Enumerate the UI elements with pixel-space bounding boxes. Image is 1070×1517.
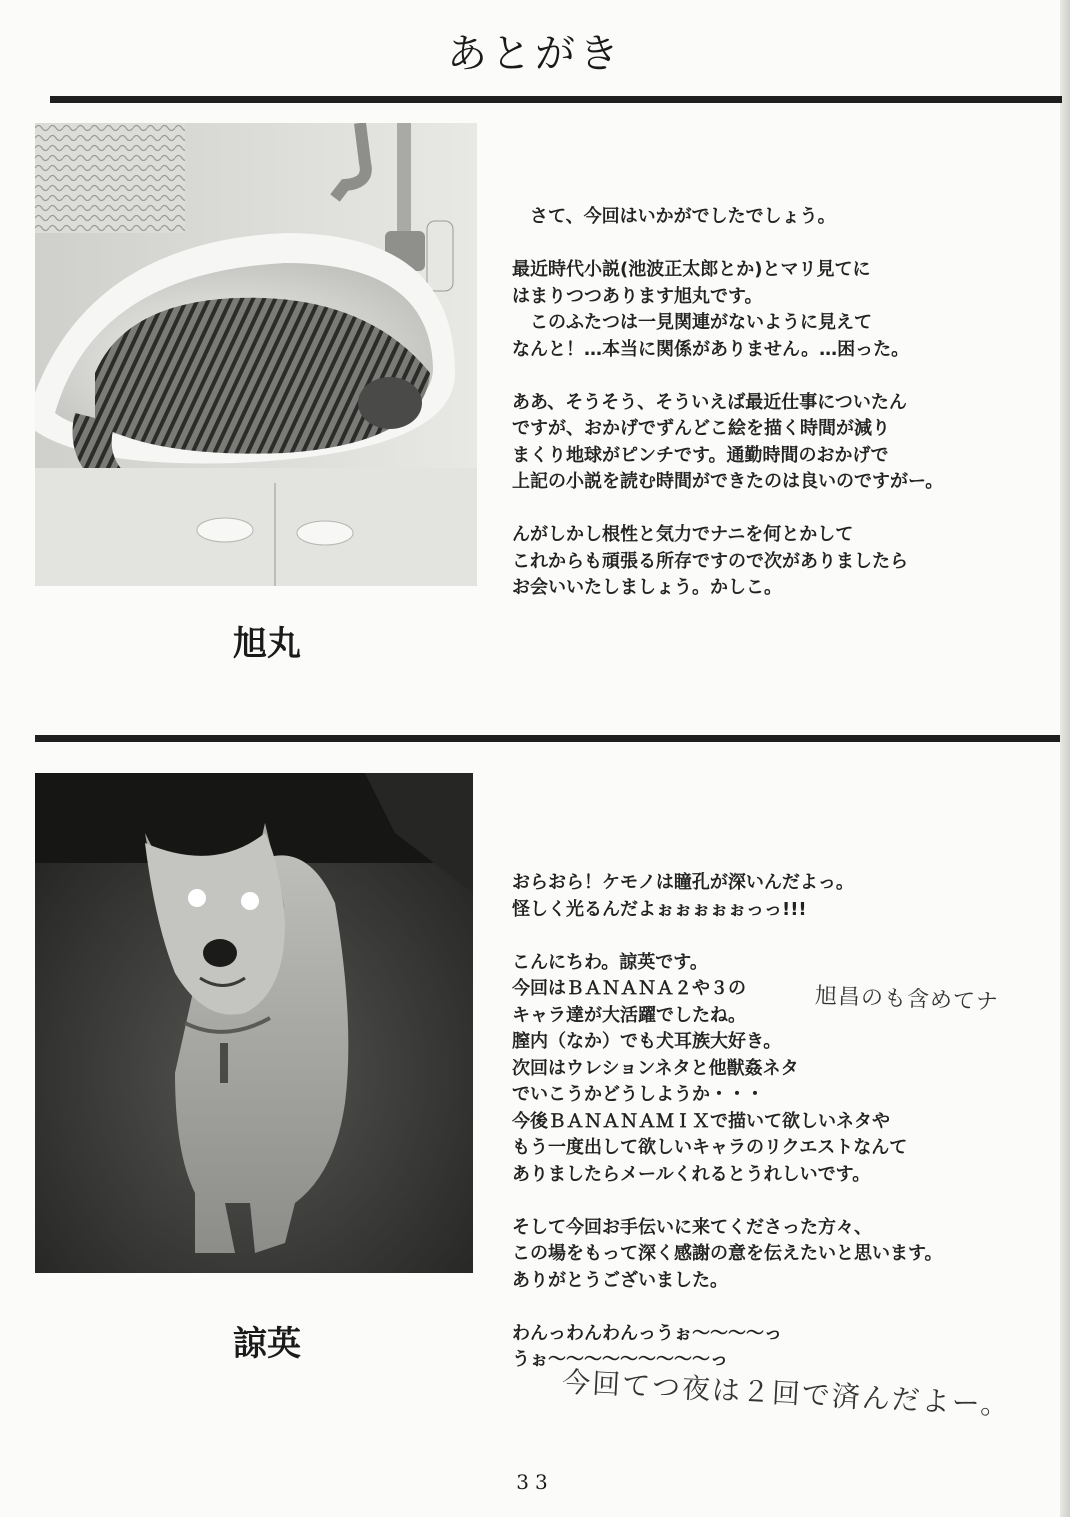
blank-line xyxy=(512,1188,943,1215)
text-line: ああ、そうそう、そういえば最近仕事についたん xyxy=(512,391,907,413)
dog-at-night-icon xyxy=(35,773,473,1273)
text-line: こんにちわ。諒英です。 xyxy=(512,951,708,973)
text-line: 怪しく光るんだよぉぉぉぉぉっっ!!! xyxy=(512,898,807,920)
text-line: わんっわんわんっうぉ～～～～っ xyxy=(512,1322,782,1344)
page-title: あとがき xyxy=(447,31,623,77)
blank-line xyxy=(512,923,943,950)
text-line: さて、今回はいかがでしたでしょう。 xyxy=(512,206,836,227)
text-line: このふたつは一見関連がないように見えて xyxy=(512,312,872,333)
blank-line xyxy=(512,1294,943,1321)
cat-photo xyxy=(35,123,477,586)
page-number: 33 xyxy=(516,1470,554,1494)
text-line: 最近時代小説(池波正太郎とか)とマリ見てに xyxy=(512,259,871,280)
text-line: これからも頑張る所存ですので次がありましたら xyxy=(512,550,908,572)
text-line: 今後ＢＡＮＡＮＡＭＩＸで描いて欲しいネタや xyxy=(512,1110,890,1132)
section-divider xyxy=(35,735,1060,742)
text-line: お会いいたしましょう。かしこ。 xyxy=(512,577,782,598)
text-line: まくり地球がピンチです。通勤時間のおかげで xyxy=(512,444,889,466)
dog-photo xyxy=(35,773,473,1273)
text-line: もう一度出して欲しいキャラのリクエストなんて xyxy=(512,1137,908,1158)
handwritten-note-2: 今回てつ夜は２回で済んだよー。 xyxy=(561,1365,1012,1422)
handwritten-note-1: 旭昌のも含めてナ xyxy=(814,983,1000,1016)
text-line: 今回はＢＡＮＡＮＡ２や３の xyxy=(512,978,746,999)
blank-line xyxy=(512,231,943,258)
text-line: はまりつつあります旭丸です。 xyxy=(512,285,763,307)
top-rule xyxy=(50,96,1062,103)
afterword-text-2 xyxy=(512,870,943,1374)
text-line: ありがとうございました。 xyxy=(512,1269,728,1291)
blank-line xyxy=(512,363,943,390)
text-line: キャラ達が大活躍でしたね。 xyxy=(512,1004,746,1026)
blank-line xyxy=(512,496,943,523)
text-line: ですが、おかげでずんどこ絵を描く時間が減り xyxy=(512,418,890,439)
text-line: おらおら！ケモノは瞳孔が深いんだよっ。 xyxy=(512,872,854,893)
afterword-text-1 xyxy=(512,204,943,602)
text-line: んがしかし根性と気力でナニを何とかして xyxy=(512,524,854,545)
text-line: うぉ～～～～～～～～～っ xyxy=(512,1349,728,1370)
text-line: ありましたらメールくれるとうれしいです。 xyxy=(512,1163,871,1185)
text-line: この場をもって深く感謝の意を伝えたいと思います。 xyxy=(512,1243,943,1264)
cat-in-sink-icon xyxy=(35,123,477,586)
text-line: 上記の小説を読む時間ができたのは良いのですがー。 xyxy=(512,471,944,492)
author-name-1: 旭丸 xyxy=(233,624,301,664)
author-name-2: 諒英 xyxy=(233,1324,301,1364)
text-line: 次回はウレションネタと他獣姦ネタ xyxy=(512,1057,799,1079)
text-line: でいこうかどうしようか・・・ xyxy=(512,1084,764,1105)
page-edge-shadow xyxy=(1060,0,1070,1517)
text-line: そして今回お手伝いに来てくださった方々、 xyxy=(512,1216,872,1238)
text-line: 膣内（なか）でも犬耳族大好き。 xyxy=(512,1031,782,1052)
text-line: なんと！…本当に関係がありません。…困った。 xyxy=(512,338,910,360)
